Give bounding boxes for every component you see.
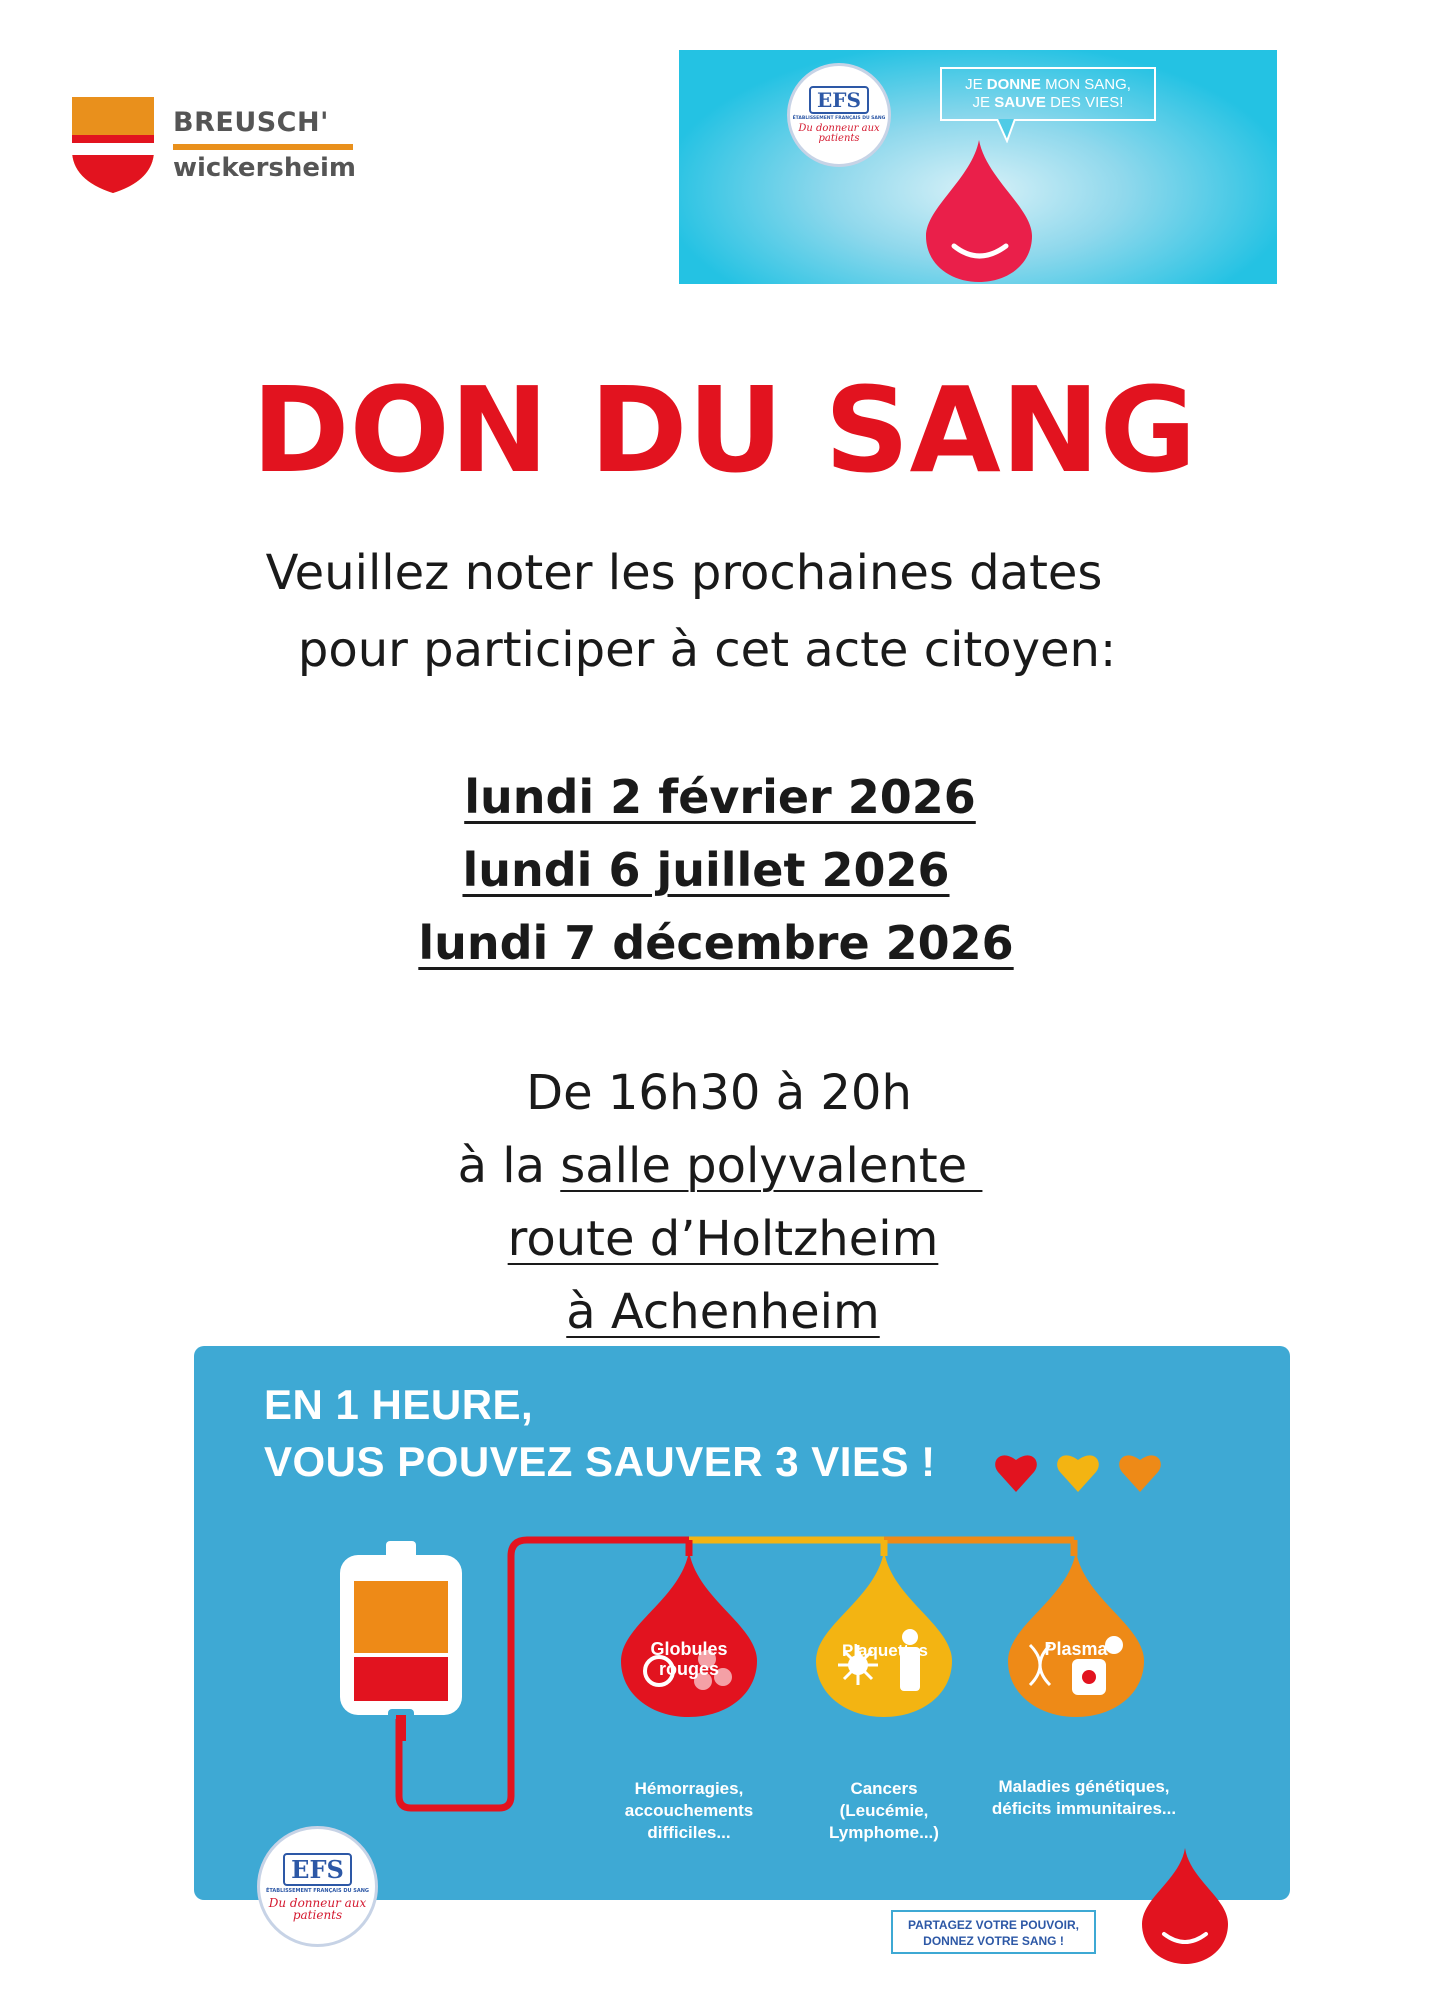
street-line: route d’Holtzheim (507, 1211, 939, 1267)
date-3: lundi 7 décembre 2026 (418, 916, 1014, 970)
caption-red-cells: Hémorragies, accouchements difficiles... (624, 1779, 754, 1842)
component-label-platelets: Plaquettes (842, 1641, 928, 1660)
time-range: De 16h30 à 20h (526, 1065, 912, 1121)
venue-name: salle polyvalente (560, 1138, 983, 1194)
efs-banner (679, 50, 1277, 284)
slogan-line-2: JE SAUVE DES VIES! (972, 94, 1124, 111)
efs-seal-abbr: EFS (809, 86, 869, 114)
intro-line-1: Veuillez noter les prochaines dates (265, 545, 1103, 601)
red-cells-drop-icon (619, 1549, 759, 1719)
venue-line: à la salle polyvalente (457, 1138, 983, 1194)
caption-platelets: Cancers (Leucémie, Lymphome...) (829, 1779, 939, 1842)
commune-name-line2: wickersheim (173, 153, 357, 183)
date-2: lundi 6 juillet 2026 (462, 843, 950, 897)
slogan-line-1: JE DONNE MON SANG, (965, 76, 1131, 93)
platelets-drop-icon (814, 1549, 954, 1719)
donation-infographic (194, 1346, 1290, 1922)
intro-line-2: pour participer à cet acte citoyen: (297, 622, 1117, 678)
infographic-title-line-1: EN 1 HEURE, (264, 1381, 534, 1428)
infographic-title-line-2: VOUS POUVEZ SAUVER 3 VIES ! (264, 1438, 936, 1485)
plasma-drop-icon (1006, 1549, 1146, 1719)
efs-seal-logo-bottom: EFS ÉTABLISSEMENT FRANÇAIS DU SANG Du donneur aux patients (257, 1826, 378, 1947)
share-message-box: PARTAGEZ VOTRE POUVOIR, DONNEZ VOTRE SANG ! (891, 1910, 1096, 1954)
town-line: à Achenheim (566, 1284, 880, 1340)
blood-drop-icon (924, 138, 1034, 284)
efs-seal-subtitle: ÉTABLISSEMENT FRANÇAIS DU SANG (792, 116, 886, 121)
blood-drop-corner-icon (1140, 1846, 1230, 1966)
caption-plasma: Maladies génétiques, déficits immunitaires... (991, 1777, 1177, 1818)
date-1: lundi 2 février 2026 (464, 770, 976, 824)
efs-seal-motto: Du donneur aux patients (798, 123, 880, 144)
commune-shield-icon (70, 95, 156, 195)
blood-bag-icon (336, 1541, 466, 1741)
commune-underline (173, 144, 353, 150)
commune-logo (70, 95, 360, 205)
efs-seal-logo (787, 63, 891, 167)
slogan-speech-bubble (940, 67, 1156, 121)
page-title: DON DU SANG (251, 361, 1197, 499)
commune-name-line1: BREUSCH' (173, 107, 329, 138)
component-label-plasma: Plasma (1044, 1639, 1108, 1659)
component-label-red-cells: Globules rouges (650, 1639, 728, 1679)
